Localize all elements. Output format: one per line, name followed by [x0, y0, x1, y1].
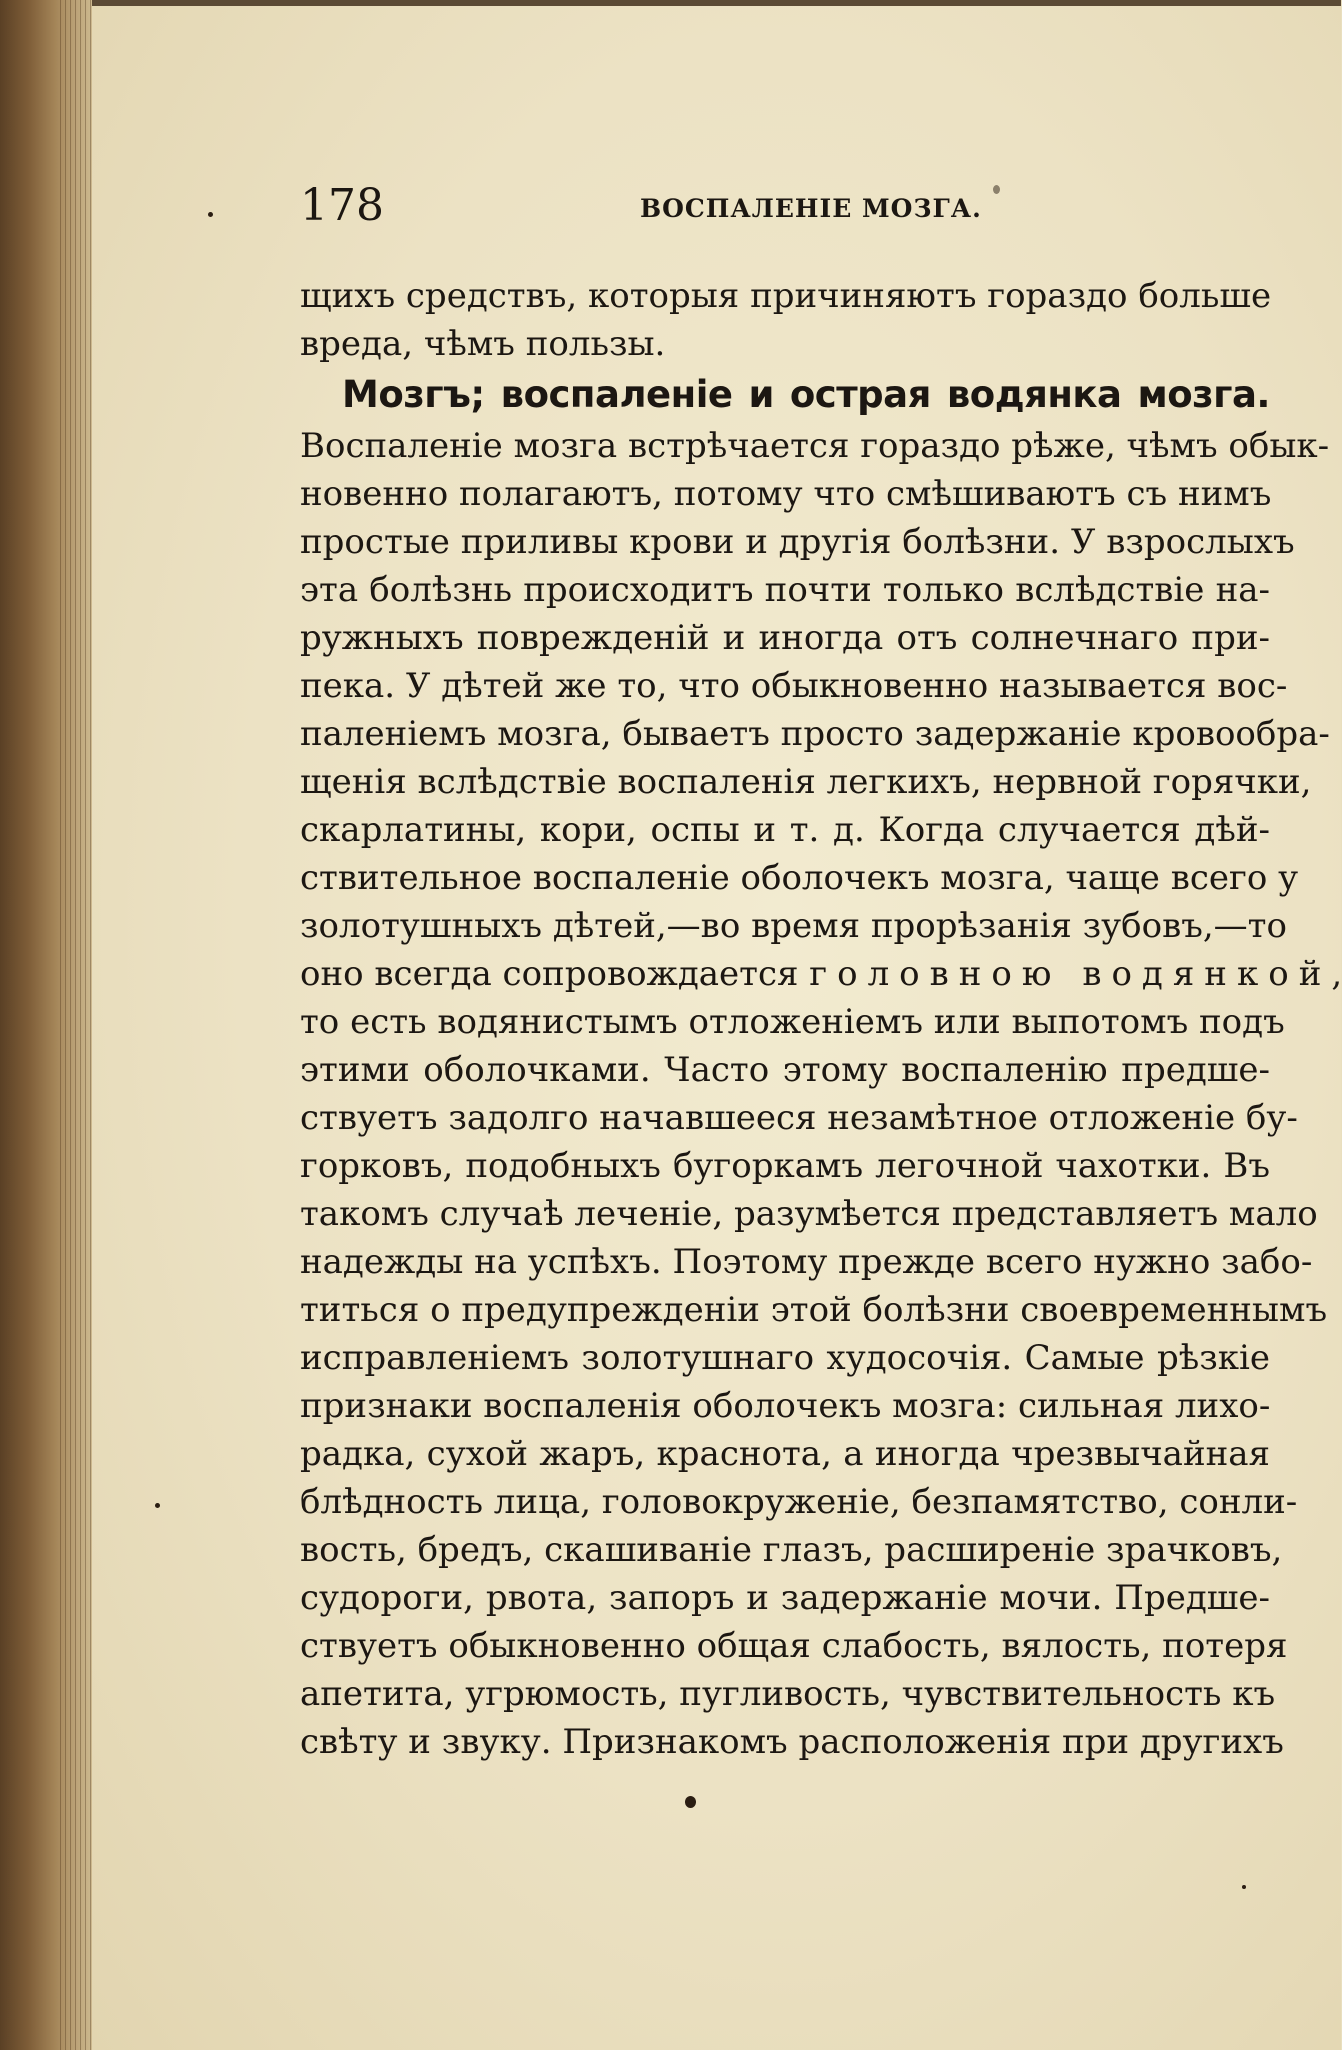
page-body [300, 272, 1342, 1766]
page-header [300, 180, 1270, 250]
text-line: ствуетъ задолго начавшееся незамѣтное отложеніе бу- [300, 1098, 1298, 1138]
text-line: эта болѣзнь происходитъ почти только вслѣдствіе на- [300, 570, 1270, 610]
page-number: 178 [300, 180, 384, 231]
text-line: блѣдность лица, головокруженіе, безпамятство, сонли- [300, 1482, 1298, 1522]
text-line: скарлатины, кори, оспы и т. д. Когда случается дѣй- [300, 810, 1270, 850]
text-line: горковъ, подобныхъ бугоркамъ легочной чахотки. Въ [300, 1146, 1270, 1186]
text-line: признаки воспаленія оболочекъ мозга: сильная лихо- [300, 1386, 1271, 1426]
text-line: ствительное воспаленіе оболочекъ мозга, чаще всего у [300, 858, 1299, 898]
text-line: новенно полагаютъ, потому что смѣшиваютъ съ нимъ [300, 474, 1272, 514]
text-line: титься о предупрежденіи этой болѣзни своевременнымъ [300, 1290, 1328, 1330]
ink-speck [1242, 1885, 1246, 1889]
text-line: ружныхъ поврежденій и иногда отъ солнечнаго при- [300, 618, 1270, 658]
running-title: ВОСПАЛЕНІЕ МОЗГА. [640, 194, 982, 223]
text-line: паленіемъ мозга, бываетъ просто задержаніе кровообра- [300, 714, 1330, 754]
text-line: надежды на успѣхъ. Поэтому прежде всего нужно забо- [300, 1242, 1313, 1282]
text-line: апетита, угрюмость, пугливость, чувствительность къ [300, 1674, 1276, 1714]
text-line: золотушныхъ дѣтей,—во время прорѣзанія зубовъ,—то [300, 906, 1287, 946]
text-line: исправленіемъ золотушнаго худосочія. Самые рѣзкіе [300, 1338, 1270, 1378]
text-line: радка, сухой жаръ, краснота, а иногда чрезвычайная [300, 1434, 1270, 1474]
scan-top-border [92, 0, 1341, 6]
ink-speck [993, 185, 1000, 194]
text-line: ствуетъ обыкновенно общая слабость, вялость, потеря [300, 1626, 1288, 1666]
ink-speck [155, 1503, 160, 1508]
text-line: свѣту и звуку. Признакомъ расположенія при другихъ [300, 1722, 1284, 1762]
text-line: то есть водянистымъ отложеніемъ или выпотомъ подъ [300, 1002, 1285, 1042]
text-line: судороги, рвота, запоръ и задержаніе мочи. Предше- [300, 1578, 1270, 1618]
text-line-spaced [300, 950, 1342, 998]
text-line: вреда, чѣмъ пользы. [300, 324, 666, 364]
text-line: простые приливы крови и другія болѣзни. У взрослыхъ [300, 522, 1295, 562]
text-fragment: , [1331, 954, 1342, 994]
text-line: вость, бредъ, скашиваніе глазъ, расширеніе зрачковъ, [300, 1530, 1283, 1570]
spaced-emphasis: головною водянкой [809, 954, 1332, 994]
text-line: Воспаленіе мозга встрѣчается гораздо рѣже, чѣмъ обык- [300, 426, 1330, 466]
ink-speck [685, 1796, 696, 1808]
section-heading: Мозгъ; воспаленіе и острая водянка мозга. [342, 373, 1270, 416]
text-line: щихъ средствъ, которыя причиняютъ гораздо больше [300, 276, 1272, 316]
text-fragment: оно всегда сопровождается [300, 954, 810, 994]
text-line: щенія вслѣдствіе воспаленія легкихъ, нервной горячки, [300, 762, 1312, 802]
text-line: такомъ случаѣ леченіе, разумѣется представляетъ мало [300, 1194, 1318, 1234]
ink-speck [208, 212, 213, 217]
text-line: этими оболочками. Часто этому воспаленію предше- [300, 1050, 1270, 1090]
text-line: пека. У дѣтей же то, что обыкновенно называется вос- [300, 666, 1288, 706]
